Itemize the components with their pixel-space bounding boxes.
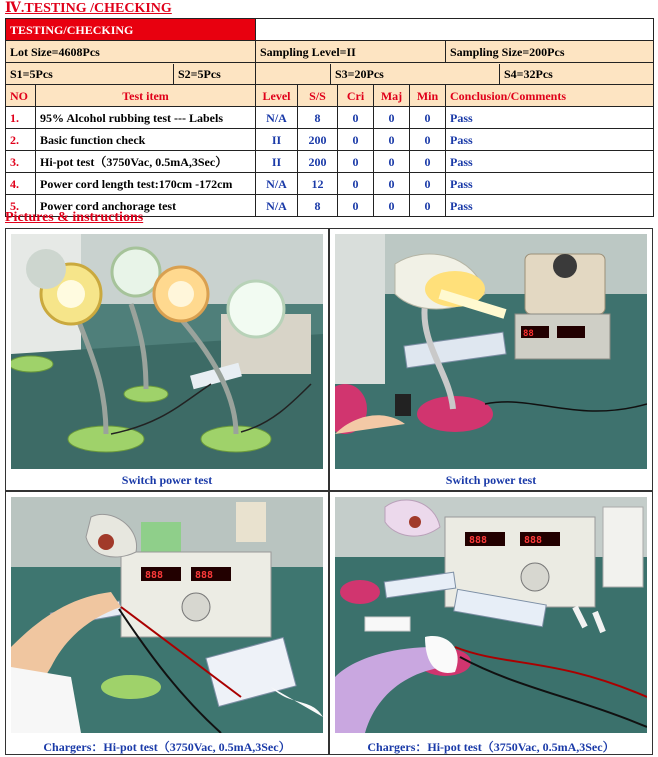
svg-text:888: 888 bbox=[524, 535, 543, 546]
row-ss: 8 bbox=[298, 107, 338, 129]
col-no: NO bbox=[6, 85, 36, 107]
sampling-size: Sampling Size=200Pcs bbox=[446, 41, 654, 63]
row-ss: 12 bbox=[298, 173, 338, 195]
picture-caption-1: Switch power test bbox=[121, 473, 213, 487]
col-level: Level bbox=[256, 85, 298, 107]
s4: S4=32Pcs bbox=[504, 66, 553, 81]
row-ss: 8 bbox=[298, 195, 338, 217]
row-min: 0 bbox=[410, 129, 446, 151]
lamps-photo bbox=[11, 234, 323, 469]
row-maj: 0 bbox=[374, 107, 410, 129]
s2-spacer bbox=[256, 64, 331, 84]
table-row bbox=[6, 173, 654, 195]
row-level: N/A bbox=[256, 195, 298, 217]
row-min: 0 bbox=[410, 107, 446, 129]
s3-s4-cell bbox=[256, 63, 654, 85]
table-title-row bbox=[6, 19, 654, 41]
variac-photo bbox=[335, 234, 647, 469]
row-cri: 0 bbox=[338, 129, 374, 151]
hipot-photo-2 bbox=[335, 497, 647, 733]
col-ss: S/S bbox=[298, 85, 338, 107]
s1: S1=5Pcs bbox=[6, 64, 174, 84]
hipot-photo-1 bbox=[11, 497, 323, 733]
picture-caption-2: Switch power test bbox=[445, 473, 537, 487]
row-conclusion: Pass bbox=[446, 173, 654, 195]
row-no: 5. bbox=[6, 195, 36, 217]
picture-caption-4: Chargers：Hi-pot test（3750Vac, 0.5mA,3Sec） bbox=[367, 740, 615, 754]
table-header-bar: TESTING/CHECKING bbox=[6, 19, 256, 41]
sampling-level: Sampling Level=II bbox=[256, 41, 446, 63]
row-min: 0 bbox=[410, 151, 446, 173]
row-item: Power cord length test:170cm -172cm bbox=[36, 173, 256, 195]
row-cri: 0 bbox=[338, 173, 374, 195]
col-min: Min bbox=[410, 85, 446, 107]
testing-table bbox=[5, 18, 654, 217]
svg-text:888: 888 bbox=[195, 570, 214, 581]
svg-text:888: 888 bbox=[469, 535, 488, 546]
svg-text:888: 888 bbox=[145, 570, 164, 581]
col-conclusion: Conclusion/Comments bbox=[446, 85, 654, 107]
row-conclusion: Pass bbox=[446, 195, 654, 217]
svg-text:88: 88 bbox=[523, 329, 534, 339]
row-conclusion: Pass bbox=[446, 129, 654, 151]
s2: S2=5Pcs bbox=[178, 66, 221, 81]
col-maj: Maj bbox=[374, 85, 410, 107]
row-maj: 0 bbox=[374, 195, 410, 217]
column-header-row bbox=[6, 85, 654, 107]
picture-cell-3 bbox=[5, 491, 329, 755]
table-row bbox=[6, 129, 654, 151]
row-no: 2. bbox=[6, 129, 36, 151]
s1-s2-cell bbox=[6, 63, 256, 85]
row-no: 1. bbox=[6, 107, 36, 129]
row-maj: 0 bbox=[374, 129, 410, 151]
lot-size: Lot Size=4608Pcs bbox=[6, 41, 256, 63]
picture-cell-1 bbox=[5, 228, 329, 491]
row-item: Hi-pot test（3750Vac, 0.5mA,3Sec） bbox=[36, 151, 256, 173]
row-no: 4. bbox=[6, 173, 36, 195]
row-cri: 0 bbox=[338, 107, 374, 129]
row-ss: 200 bbox=[298, 129, 338, 151]
sample-sizes-row bbox=[6, 63, 654, 85]
lot-row bbox=[6, 41, 654, 63]
picture-cell-4 bbox=[329, 491, 653, 755]
row-level: II bbox=[256, 151, 298, 173]
picture-caption-3: Chargers：Hi-pot test（3750Vac, 0.5mA,3Sec） bbox=[43, 740, 291, 754]
row-item: Power cord anchorage test bbox=[36, 195, 256, 217]
row-maj: 0 bbox=[374, 173, 410, 195]
row-ss: 200 bbox=[298, 151, 338, 173]
row-conclusion: Pass bbox=[446, 151, 654, 173]
table-header-blank bbox=[256, 19, 654, 41]
pictures-title: Pictures & instructions bbox=[5, 210, 144, 225]
s3: S3=20Pcs bbox=[331, 64, 500, 84]
row-cri: 0 bbox=[338, 195, 374, 217]
row-conclusion: Pass bbox=[446, 107, 654, 129]
picture-cell-2 bbox=[329, 228, 653, 491]
row-min: 0 bbox=[410, 173, 446, 195]
row-no: 3. bbox=[6, 151, 36, 173]
row-maj: 0 bbox=[374, 151, 410, 173]
row-item: 95% Alcohol rubbing test --- Labels bbox=[36, 107, 256, 129]
row-item: Basic function check bbox=[36, 129, 256, 151]
col-cri: Cri bbox=[338, 85, 374, 107]
section-title: Ⅳ.TESTING /CHECKING bbox=[5, 1, 172, 16]
row-level: N/A bbox=[256, 107, 298, 129]
col-test-item: Test item bbox=[36, 85, 256, 107]
table-row bbox=[6, 107, 654, 129]
row-level: II bbox=[256, 129, 298, 151]
table-row bbox=[6, 151, 654, 173]
row-level: N/A bbox=[256, 173, 298, 195]
row-min: 0 bbox=[410, 195, 446, 217]
row-cri: 0 bbox=[338, 151, 374, 173]
